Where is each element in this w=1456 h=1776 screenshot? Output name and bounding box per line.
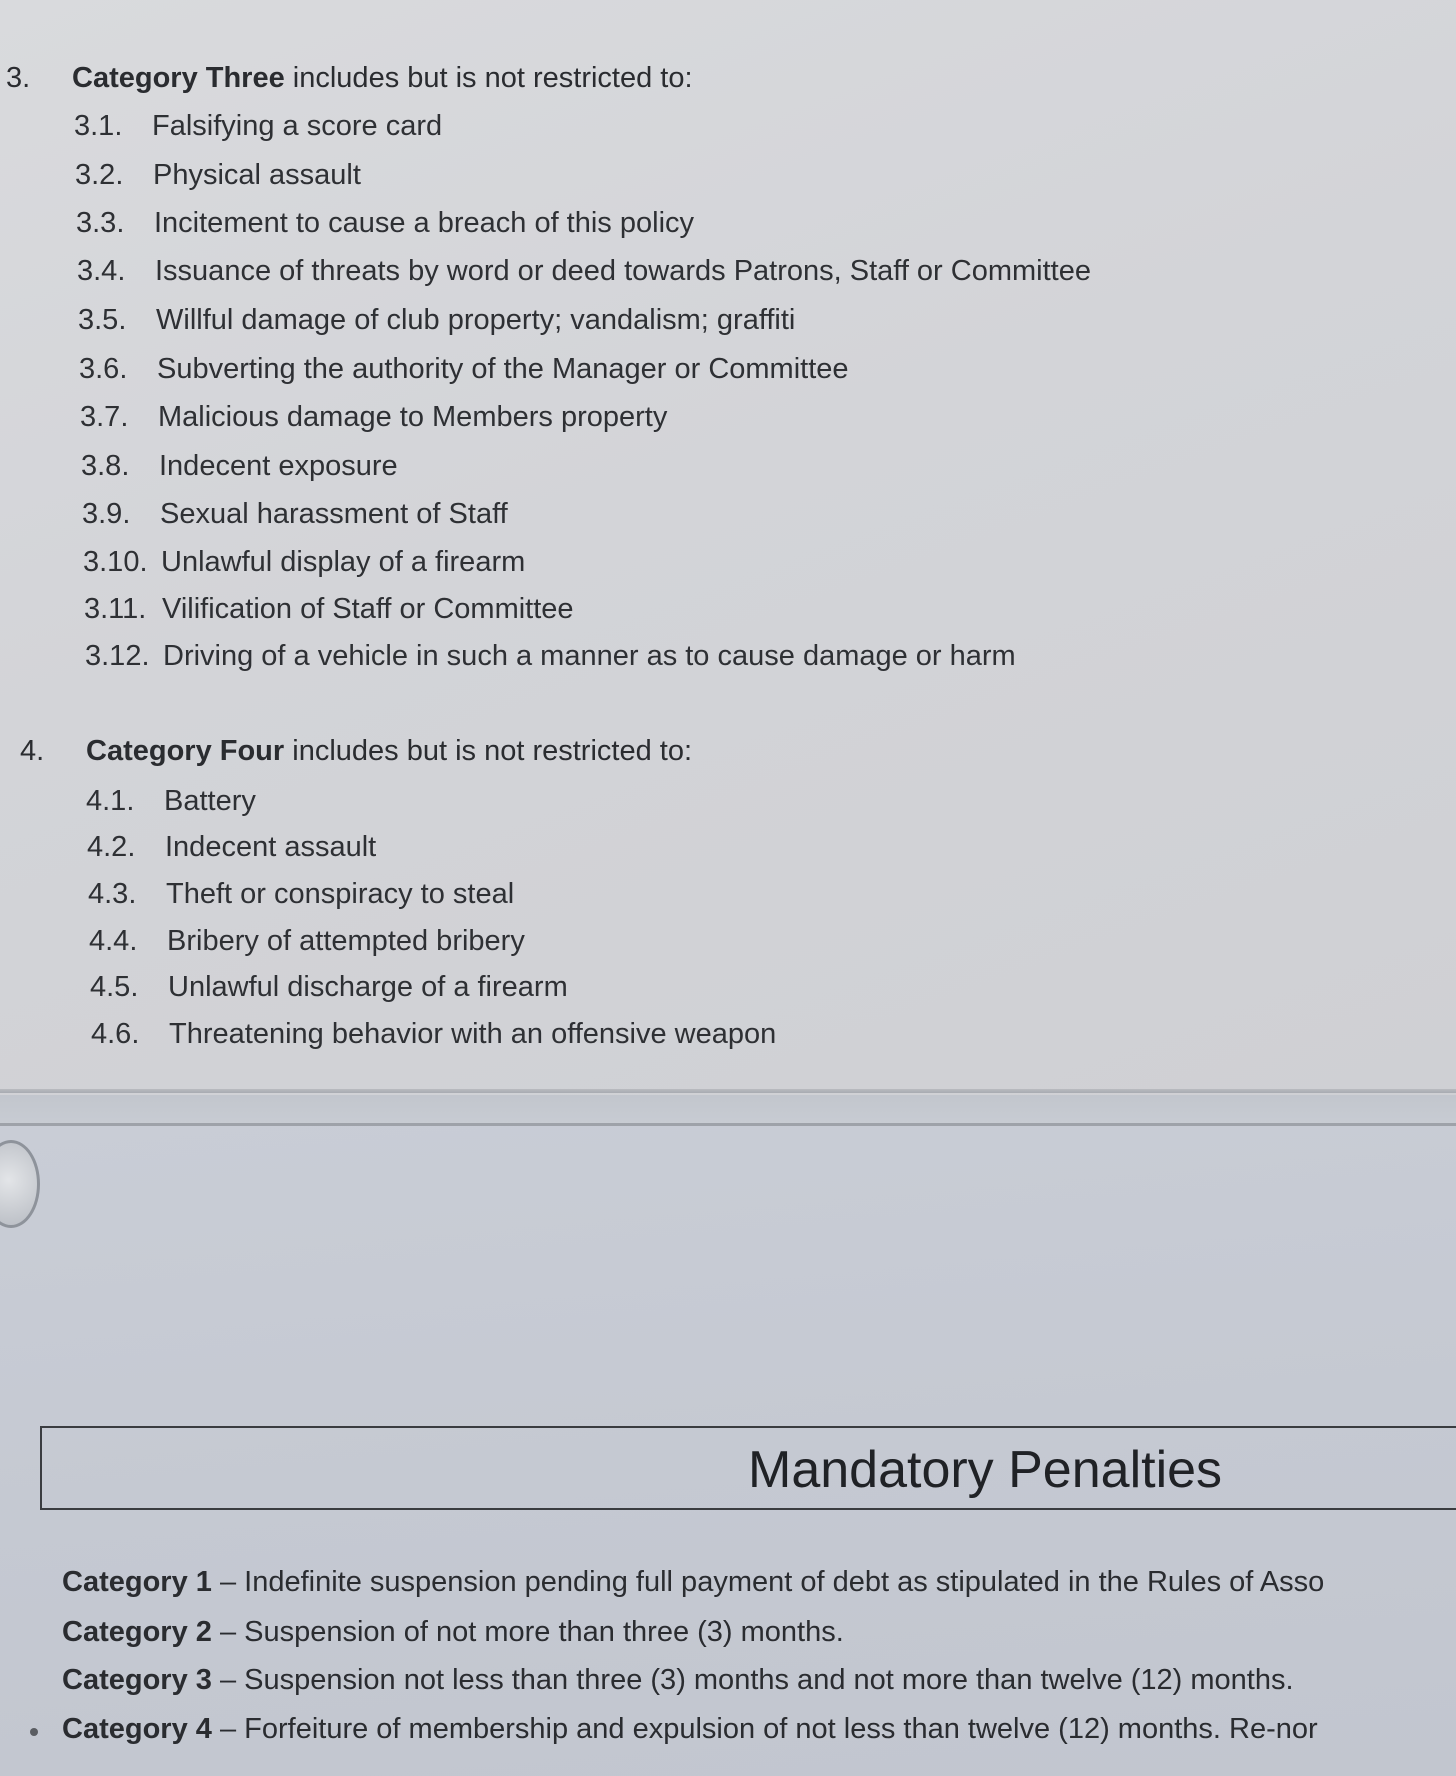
sheet-edge bbox=[0, 1089, 1456, 1093]
category-three-heading bbox=[6, 62, 693, 95]
item-number: 3.2. bbox=[75, 159, 124, 191]
item-text: Indecent assault bbox=[165, 831, 377, 863]
item-text: Sexual harassment of Staff bbox=[160, 498, 508, 530]
penalty-line bbox=[62, 1616, 844, 1649]
list-item bbox=[88, 878, 514, 911]
item-text: Bribery of attempted bribery bbox=[167, 925, 525, 957]
item-text: Willful damage of club property; vandalism; graffiti bbox=[156, 304, 796, 336]
list-item bbox=[77, 255, 1091, 288]
item-text: Physical assault bbox=[153, 159, 361, 191]
item-number: 3.3. bbox=[76, 207, 125, 239]
item-number: 4.6. bbox=[91, 1018, 140, 1050]
penalty-line bbox=[62, 1664, 1294, 1697]
item-number: 3.12. bbox=[85, 640, 150, 672]
list-item bbox=[86, 785, 256, 818]
item-number: 3.6. bbox=[79, 353, 128, 385]
board-gap bbox=[0, 1095, 1456, 1125]
list-item bbox=[80, 401, 667, 434]
item-text: Vilification of Staff or Committee bbox=[162, 593, 574, 625]
penalty-text: – Suspension not less than three (3) months and not more than twelve (12) months. bbox=[211, 1664, 1294, 1696]
penalty-label: Category 1 bbox=[62, 1566, 212, 1598]
category-three-title-rest: includes but is not restricted to: bbox=[284, 62, 693, 94]
list-item bbox=[76, 207, 694, 240]
item-text: Unlawful display of a firearm bbox=[161, 546, 526, 578]
penalty-line bbox=[62, 1566, 1324, 1599]
item-number: 4.4. bbox=[89, 925, 138, 957]
item-text: Issuance of threats by word or deed towards Patrons, Staff or Committee bbox=[155, 255, 1091, 287]
list-item bbox=[89, 925, 525, 958]
penalty-label: Category 3 bbox=[62, 1664, 212, 1696]
item-text: Indecent exposure bbox=[159, 450, 398, 482]
item-number: 4.2. bbox=[87, 831, 136, 863]
penalty-label: Category 2 bbox=[62, 1616, 212, 1648]
list-item bbox=[91, 1018, 776, 1051]
list-item bbox=[79, 353, 849, 386]
category-four-heading bbox=[20, 735, 692, 768]
item-text: Incitement to cause a breach of this policy bbox=[154, 207, 695, 239]
item-number: 3.11. bbox=[84, 593, 147, 625]
item-text: Falsifying a score card bbox=[152, 110, 443, 142]
category-three-title: Category Three bbox=[72, 62, 285, 94]
item-number: 3.10. bbox=[83, 546, 148, 578]
item-number: 3.9. bbox=[82, 498, 131, 530]
category-four-number: 4. bbox=[20, 735, 45, 767]
penalties-title: Mandatory Penalties bbox=[748, 1441, 1223, 1499]
list-item bbox=[90, 971, 568, 1004]
category-four-title-rest: includes but is not restricted to: bbox=[284, 735, 692, 767]
item-number: 3.5. bbox=[78, 304, 127, 336]
list-item bbox=[78, 304, 795, 337]
list-item bbox=[74, 110, 442, 143]
item-text: Driving of a vehicle in such a manner as to cause damage or harm bbox=[163, 640, 1016, 672]
item-text: Malicious damage to Members property bbox=[158, 401, 668, 433]
item-number: 4.1. bbox=[86, 785, 135, 817]
list-item bbox=[83, 546, 525, 579]
item-number: 3.4. bbox=[77, 255, 126, 287]
penalty-text: – Indefinite suspension pending full payment of debt as stipulated in the Rules of Asso bbox=[211, 1566, 1325, 1598]
penalty-label: Category 4 bbox=[62, 1713, 212, 1745]
penalty-text: – Forfeiture of membership and expulsion of not less than twelve (12) months. Re-nor bbox=[211, 1713, 1318, 1745]
item-number: 3.1. bbox=[74, 110, 123, 142]
penalty-text: – Suspension of not more than three (3) months. bbox=[211, 1616, 844, 1648]
penalty-line bbox=[62, 1713, 1318, 1746]
list-item bbox=[85, 640, 1016, 673]
item-number: 3.8. bbox=[81, 450, 130, 482]
item-number: 4.5. bbox=[90, 971, 139, 1003]
item-text: Threatening behavior with an offensive weapon bbox=[169, 1018, 777, 1050]
category-three-number: 3. bbox=[6, 62, 31, 94]
category-four-title: Category Four bbox=[86, 735, 285, 767]
item-text: Battery bbox=[164, 785, 256, 817]
list-item bbox=[81, 450, 398, 483]
item-number: 4.3. bbox=[88, 878, 137, 910]
list-item bbox=[82, 498, 508, 531]
list-item bbox=[87, 831, 376, 864]
list-item bbox=[84, 593, 574, 626]
item-number: 3.7. bbox=[80, 401, 129, 433]
item-text: Unlawful discharge of a firearm bbox=[168, 971, 568, 1003]
item-text: Theft or conspiracy to steal bbox=[166, 878, 515, 910]
item-text: Subverting the authority of the Manager or Committee bbox=[157, 353, 849, 385]
list-item bbox=[75, 159, 361, 192]
bullet-icon bbox=[30, 1728, 38, 1736]
